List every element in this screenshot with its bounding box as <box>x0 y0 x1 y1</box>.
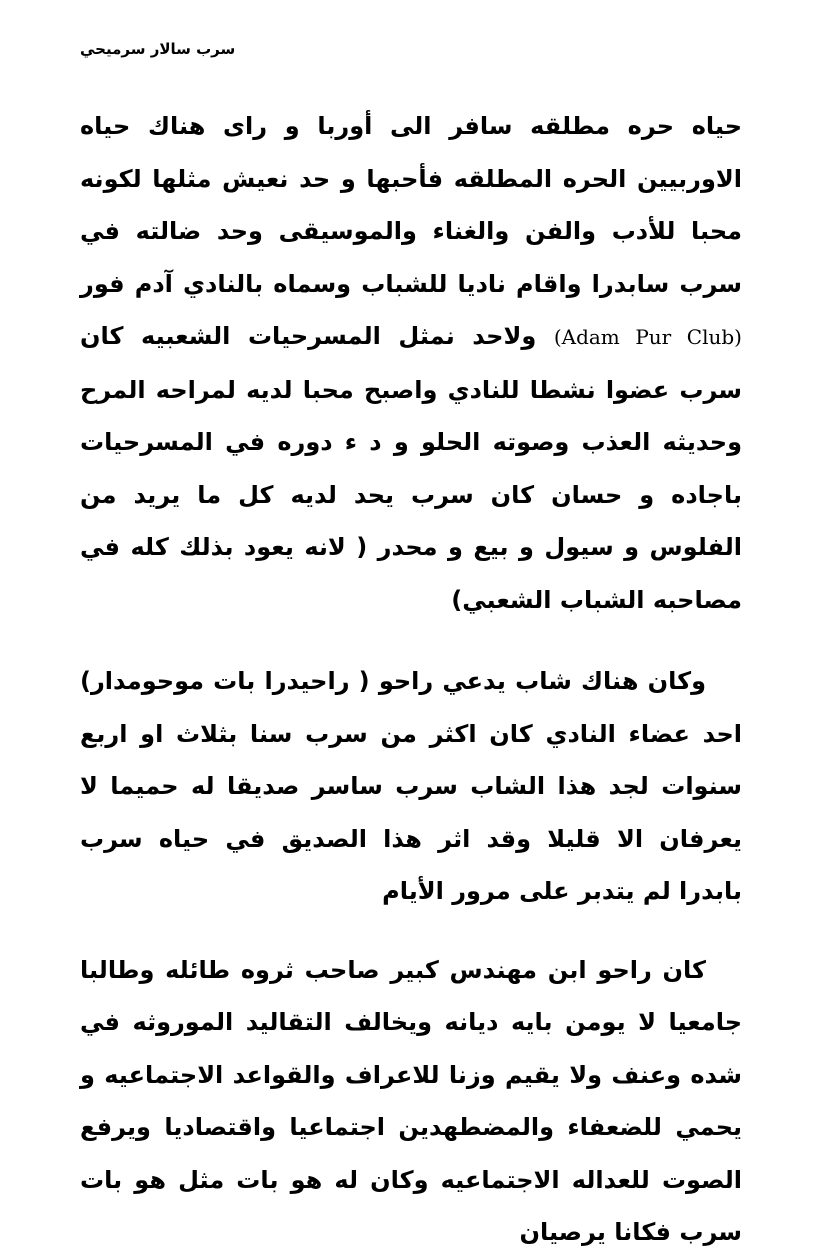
paragraph-1 <box>80 100 742 626</box>
paragraph-2: وكان هناك شاب يدعي راحو ( راحيدرا بات موحومدار) احد عضاء النادي كان اكثر من سرب سنا بثلاث او اربع سنوات لجد هذا الشاب سرب ساسر صديقا له حميما لا يعرفان الا قليلا وقد اثر هذا الصديق في حياه سرب بابدرا لم يتدبر على مرور الأيام <box>80 667 742 905</box>
paragraph-1-text-a: حياه حره مطلقه سافر الى أوربا و راى هناك حياه الاوربيين الحره المطلقه فأحبها و حد نعيش مثلها لكونه محبا للأدب والفن والغناء والموسيقى وحد ضالته في سرب سابدرا واقام ناديا للشباب وسماه بالنادي آدم فور <box>80 112 742 298</box>
paragraph-3: كان راحو ابن مهندس كبير صاحب ثروه طائله وطالبا جامعيا لا يومن بايه ديانه ويخالف التقاليد الموروثه في شده وعنف ولا يقيم وزنا للاعراف والقواعد الاجتماعيه و يحمي للضعفاء والمضطهدين اجتماعيا واقتصاديا ويرفع الصوت للعداله الاجتماعيه وكان له هو بات مثل هو بات سرب فكانا يرصيان <box>80 955 742 1246</box>
running-header: سرب سالار سرميحي <box>80 40 236 58</box>
body-text <box>80 100 742 1259</box>
paragraph-1-text-b: ولاحد نمثل المسرحيات الشعبيه كان سرب عضوا نشطا للنادي واصبح محبا لديه لمراحه المرح وحديثه العذب وصوته الحلو و د ء دوره في المسرحيات باجاده و حسان كان سرب يحد لديه كل ما يريد من الفلوس و سيول و بيع و محدر ( لانه يعود بذلك كله في مصاحبه الشباب الشعبي) <box>80 322 742 614</box>
club-name-latin: (Adam Pur Club) <box>553 325 742 349</box>
